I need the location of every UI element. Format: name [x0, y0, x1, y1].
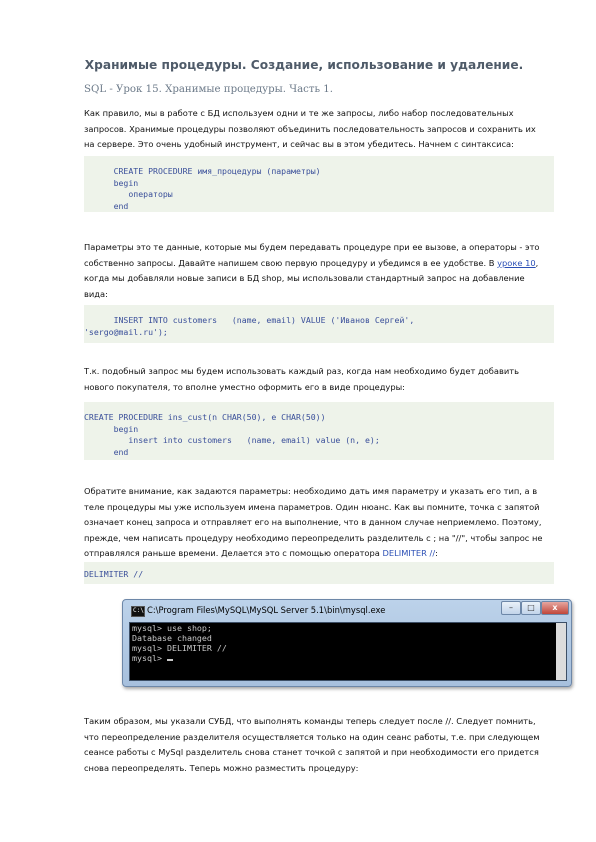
text-line: нового покупателя, то вполне уместно оформить его в виде процедуры:: [84, 381, 405, 392]
text-line: когда мы добавляли новые записи в БД shop, мы использовали стандартный запрос на добавление: [84, 273, 525, 283]
text-line: Обратите внимание, как задаются параметры: необходимо дать имя параметру и указать его тип, а в: [84, 486, 538, 496]
minimize-button[interactable]: –: [501, 601, 521, 615]
text-line: собственно запросы. Давайте напишем свою первую процедуру и убедимся в ее удобстве. В уроке 10,: [84, 257, 539, 268]
text-line: теле процедуры мы уже используем имена параметров. Один нюанс. Как вы помните, точка с запятой: [84, 501, 540, 512]
text-line: Параметры это те данные, которые мы будем передавать процедуре при ее вызове, а операторы - это: [84, 242, 540, 252]
text-line: прежде, чем написать процедуру необходимо переопределить разделитель с ; на "//", чтобы запрос не: [84, 532, 543, 543]
text-line: отправлялся раньше времени. Делается это с помощью оператора DELIMITER //:: [84, 548, 438, 558]
text-line: что переопределение разделителя осуществляется только на один сеанс работы, т.е. при следующем: [84, 731, 540, 742]
console-icon: C:\: [131, 606, 145, 617]
delimiter-paragraph: [84, 484, 554, 562]
code-block-delimiter: [84, 562, 554, 584]
close-button[interactable]: x: [541, 601, 569, 615]
console-line: mysql> DELIMITER //: [132, 643, 227, 653]
code-line: begin: [84, 423, 139, 434]
text-line: означает конец запроса и отправляет его на выполнение, что в данном случае неприемлемо. Поэтому,: [84, 517, 542, 527]
code-block-syntax: [84, 156, 554, 212]
conclusion-paragraph: [84, 714, 554, 776]
text-line: вида:: [84, 288, 108, 299]
text-line: сеансе работы с MySql разделитель снова станет точкой с запятой и при необходимости его придется: [84, 747, 539, 757]
code-block-procedure: [84, 402, 554, 460]
code-line: DELIMITER //: [84, 569, 144, 579]
delimiter-keyword: DELIMITER //: [382, 548, 436, 558]
console-output[interactable]: [129, 622, 567, 681]
code-line: begin: [84, 177, 139, 188]
text-line: Т.к. подобный запрос мы будем использовать каждый раз, когда нам необходимо будет добавить: [84, 366, 519, 376]
page-title: Хранимые процедуры. Создание, использование и удаление.: [84, 58, 524, 72]
text-cursor: [167, 659, 173, 661]
console-window: [122, 599, 572, 687]
console-line: Database changed: [132, 633, 212, 643]
intro-paragraph: [84, 106, 554, 153]
parameters-paragraph: [84, 240, 554, 302]
text-line: снова переопределять. Теперь можно разместить процедуру:: [84, 762, 359, 773]
text-line: Как правило, мы в работе с БД используем одни и те же запросы, либо набор последовательных: [84, 108, 514, 118]
console-line: mysql>: [130, 653, 566, 663]
code-line: insert into customers (name, email) value (n, e);: [84, 435, 380, 445]
text-line: на сервере. Это очень удобный инструмент, и сейчас вы в этом убедитесь. Начнем с синтаксиса:: [84, 139, 514, 149]
console-scrollbar[interactable]: [556, 623, 566, 680]
text-line: Таким образом, мы указали СУБД, что выполнять команды теперь следует после //. Следует помнить,: [84, 716, 536, 726]
maximize-button[interactable]: □: [521, 601, 541, 615]
console-line: mysql> use shop;: [132, 623, 212, 633]
lesson-subtitle: SQL - Урок 15. Хранимые процедуры. Часть 1.: [84, 84, 333, 95]
lesson-10-link[interactable]: уроке 10: [497, 257, 536, 268]
code-line: INSERT INTO customers (name, email) VALUE ('Иванов Сергей',: [84, 315, 415, 325]
code-line: 'sergo@mail.ru');: [84, 326, 168, 337]
code-line: операторы: [84, 189, 173, 199]
code-line: CREATE PROCEDURE имя_процедуры (параметры): [84, 166, 321, 176]
code-block-insert: [84, 305, 554, 343]
procedure-paragraph: [84, 364, 554, 395]
code-line: end: [84, 446, 129, 457]
text-line: запросов. Хранимые процедуры позволяют объединить последовательность запросов и сохранить их: [84, 123, 536, 134]
console-window-title: C:\Program Files\MySQL\MySQL Server 5.1\bin\mysql.exe: [147, 605, 386, 615]
code-line: end: [84, 200, 129, 211]
code-line: CREATE PROCEDURE ins_cust(n CHAR(50), e CHAR(50)): [84, 412, 326, 422]
